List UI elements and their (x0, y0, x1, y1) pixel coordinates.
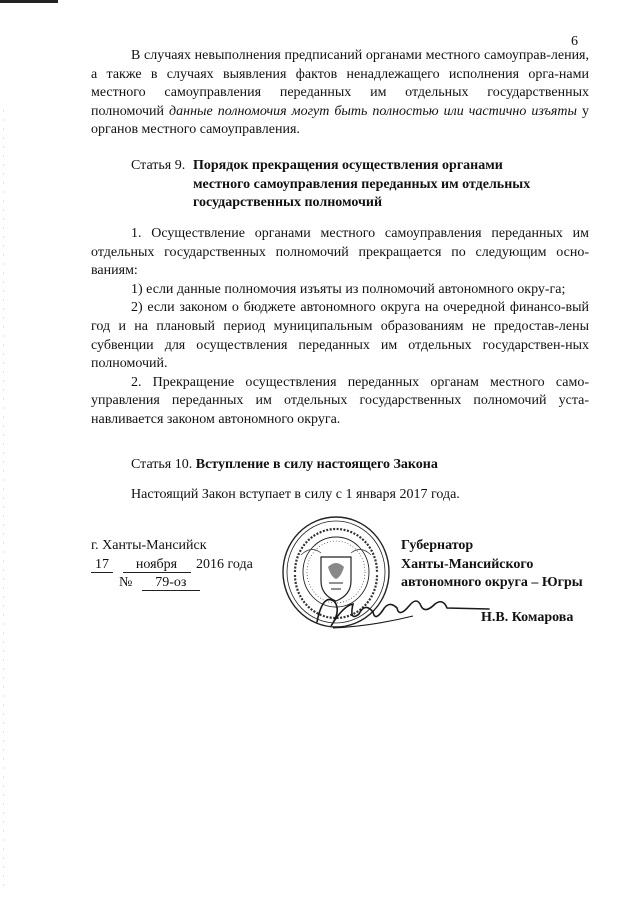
signing-year: 2016 года (196, 556, 253, 572)
intro-paragraph (91, 47, 589, 140)
article-9-body (91, 225, 589, 430)
signing-date (91, 556, 271, 575)
signing-place: г. Ханты-Мансийск (91, 538, 207, 553)
article-9-number: Статья 9. (131, 158, 186, 173)
article-9-para: 2. Прекращение осуществления переданных органам местного само-управления переданных им отдельных государственных полномочий уста-навливается законом автономного округа. (91, 374, 589, 427)
article-9-para: 1. Осуществление органами местного самоуправления переданных им отдельных государственных полномочий прекращается по следующим осно-ваниям: (91, 226, 589, 279)
governor-title-line: Ханты-Мансийского (401, 556, 534, 572)
intro-text-1: В случаях невыполнения предписаний органами местного самоуправ-ления, а также в случаях выявления фактов ненадлежащего исполнения орга-нами местного самоуправления переданных им отдельных государственных полномочий (91, 48, 589, 119)
article-10-number: Статья 10. (131, 457, 193, 472)
article-10-para: Настоящий Закон вступает в силу с 1 января 2017 года. (131, 487, 460, 502)
article-10-heading (131, 456, 438, 475)
signing-day: 17 (91, 557, 113, 573)
article-9-heading (131, 157, 531, 211)
signing-details (91, 537, 271, 593)
law-number-value: 79-оз (142, 575, 200, 591)
article-9-title-line: местного самоуправления переданных им отдельных (193, 176, 531, 192)
governor-title-line: Губернатор (401, 538, 474, 553)
article-9-title-line: государственных полномочий (193, 195, 383, 211)
article-9-title (193, 157, 593, 213)
signature-icon (313, 582, 493, 637)
top-rule (0, 0, 58, 3)
intro-text-3: у органов местного самоуправления. (91, 103, 589, 138)
signing-month: ноября (123, 557, 191, 573)
governor-name: Н.В. Комарова (481, 610, 574, 625)
scan-margin (3, 110, 4, 890)
intro-text-italic: данные полномочия могут быть полностью или частично изъяты (169, 103, 577, 119)
article-10-body (91, 486, 589, 505)
article-9-title-line: Порядок прекращения осуществления органами (193, 158, 503, 173)
governor-title-line: автономного округа – Югры (401, 575, 583, 591)
article-9-para: 1) если данные полномочия изъяты из полномочий автономного окру-га; (131, 281, 566, 297)
article-10-title: Вступление в силу настоящего Закона (195, 457, 438, 472)
law-number (91, 574, 271, 593)
page-number: 6 (571, 34, 578, 49)
article-9-para: 2) если законом о бюджете автономного округа на очередной финансо-вый год и на плановый период муниципальным образованиям не предостав-лены субвенции для осуществления переданных им отдельных государствен-ных полномочий. (91, 300, 589, 372)
law-number-label: № (119, 575, 133, 591)
